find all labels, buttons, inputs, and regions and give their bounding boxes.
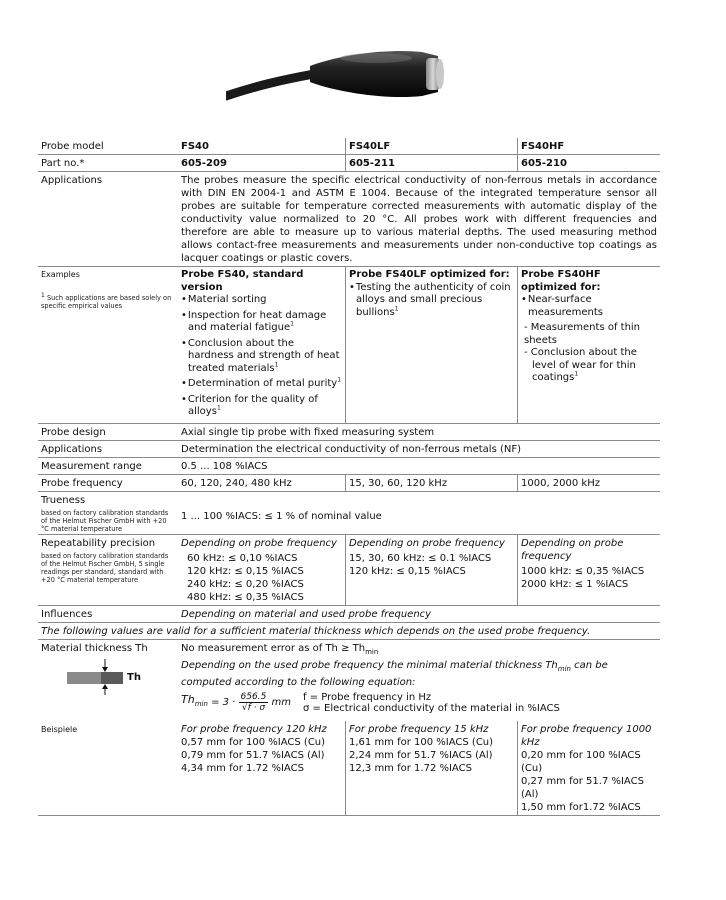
applications-label: Applications [41, 443, 103, 455]
thickness-diagram [67, 659, 147, 695]
frequency-label: Probe frequency [41, 477, 123, 489]
part-no-fs40lf: 605-211 [346, 155, 518, 171]
influences-label: Influences [41, 608, 93, 620]
list-item: - Measurements of thin sheets [524, 322, 641, 346]
repeatability-fs40hf: Depending on probe frequency 1000 kHz: ≤ 0,35 %IACS 2000 kHz: ≤ 1 %IACS [521, 537, 645, 590]
repeatability-note: based on factory calibration standards of the Helmut Fischer GmbH, 5 single readings per standard, standard with +20 °C material temperature [41, 551, 169, 584]
part-no-label: Part no.* [41, 158, 85, 169]
validity-note: The following values are valid for a sufficient material thickness which depends on the used probe frequency. [41, 625, 591, 637]
beispiele-fs40hf: For probe frequency 1000 kHz 0,20 mm for 100 %IACS (Cu) 0,27 mm for 51.7 %IACS (Al) 1,50 mm for1.72 %IACS [521, 723, 652, 813]
probe-model-row [38, 138, 660, 155]
examples-footnote-sup: 1 [41, 291, 45, 299]
list-item: • Near-surface measurements [521, 294, 657, 319]
beispiele-fs40: For probe frequency 120 kHz 0,57 mm for 100 %IACS (Cu) 0,79 mm for 51.7 %IACS (Al) 4,34 mm for 1.72 %IACS [178, 721, 346, 815]
trueness-label-cell [38, 492, 178, 534]
thickness-diagram-label: Th [127, 671, 141, 683]
trueness-row [38, 492, 660, 535]
trueness-label: Trueness [41, 494, 86, 506]
examples-fs40 [178, 267, 346, 423]
thickness-line1: No measurement error as of $Th \ge Th_{min}$ [181, 642, 379, 656]
thickness-label-cell [38, 640, 178, 715]
repeatability-row [38, 535, 660, 606]
beispiele-label: Beispiele [41, 724, 78, 734]
list-item: • Conclusion about the hardness and strength of heat treated materials$^1$ [181, 338, 342, 376]
repeatability-fs40: Depending on probe frequency 60 kHz: ≤ 0,10 %IACS 120 kHz: ≤ 0,15 %IACS 240 kHz: ≤ 0,20 %IACS 480 kHz: ≤ 0,35 %IACS [178, 535, 346, 605]
applications-intro-text: The probes measure the specific electrical conductivity of non-ferrous metals in accordance with DIN EN 2004-1 and ASTM E 1004. Because of the integrated temperature sensor all probes are suitable for temperature corrected measurements with automatic display of the conductivity value normalized to 20 °C. All probes work with different frequencies and therefore are able to measure up to various material depths. The used measuring method allows contact-free measurements and measurements under non-conductive top coatings as lacquer coatings or plastic covers. [181, 175, 657, 264]
range-label: Measurement range [41, 460, 142, 472]
examples-fs40lf [346, 267, 518, 423]
trueness-note: based on factory calibration standards of the Helmut Fischer GmbH with +20 °C material temperature [41, 508, 169, 533]
influences-row [38, 606, 660, 623]
thickness-line2: Depending on the used probe frequency the minimal material thickness $Th_{min}$ can be computed according to the following equation: [181, 659, 608, 688]
probe-design-value: Axial single tip probe with fixed measuring system [181, 426, 435, 438]
thickness-text [178, 640, 660, 715]
frequency-fs40: 60, 120, 240, 480 kHz [178, 475, 346, 491]
frequency-fs40lf: 15, 30, 60, 120 kHz [346, 475, 518, 491]
applications-value: Determination the electrical conductivity of non-ferrous metals (NF) [181, 443, 522, 455]
list-item: • Criterion for the quality of alloys$^1$ [181, 394, 342, 419]
repeatability-label: Repeatability precision [41, 537, 156, 549]
probe-image [226, 34, 466, 114]
validity-row [38, 623, 660, 640]
probe-design-label: Probe design [41, 426, 106, 438]
examples-footnote [41, 291, 175, 310]
probe-model-label: Probe model [41, 141, 104, 152]
list-item: • Material sorting [181, 294, 342, 307]
range-row [38, 458, 660, 475]
part-no-fs40hf: 605-210 [521, 158, 567, 169]
list-item: • Inspection for heat damage and material fatigue$^1$ [181, 310, 342, 335]
beispiele-fs40lf: For probe frequency 15 kHz 1,61 mm for 100 %IACS (Cu) 2,24 mm for 51.7 %IACS (Al) 12,3 mm for 1.72 %IACS [346, 721, 518, 815]
thickness-label: Material thickness Th [41, 642, 148, 654]
model-fs40hf: FS40HF [521, 141, 565, 152]
examples-fs40hf-title: Probe FS40HF optimized for: [521, 269, 601, 293]
examples-label-cell [38, 267, 178, 423]
examples-label: Examples [41, 270, 80, 279]
spec-sheet [38, 138, 660, 816]
thickness-row [38, 640, 660, 715]
frequency-fs40hf: 1000, 2000 kHz [521, 477, 600, 489]
model-fs40lf: FS40LF [346, 138, 518, 154]
repeatability-fs40lf: Depending on probe frequency 15, 30, 60 kHz: ≤ 0.1 %IACS 120 kHz: ≤ 0,15 %IACS [346, 535, 518, 605]
range-value: 0.5 ... 108 %IACS [181, 460, 268, 472]
beispiele-row [38, 721, 660, 816]
probe-design-row [38, 424, 660, 441]
trueness-value: 1 ... 100 %IACS: ≤ 1 % of nominal value [181, 510, 382, 522]
list-item: - Conclusion about the level of wear for thin coatings$^1$ [524, 347, 637, 383]
model-fs40: FS40 [178, 138, 346, 154]
examples-row [38, 267, 660, 424]
applications-intro-row [38, 172, 660, 267]
part-no-row [38, 155, 660, 172]
examples-footnote-text: Such applications are based solely on specific empirical values [41, 293, 172, 310]
part-no-fs40: 605-209 [178, 155, 346, 171]
applications-intro-label: Applications [41, 175, 103, 186]
sigma-definition: σ = Electrical conductivity of the material in %IACS [302, 702, 560, 714]
f-definition: f = Probe frequency in Hz [302, 691, 432, 703]
applications-row [38, 441, 660, 458]
thickness-equation: $Th_{min}$ = 3 · $\frac{656.5}{√f \cdot \sigma}$ mm f = Probe frequency in Hz σ = Electrical conductivity of the material in %IACS [181, 691, 560, 714]
influences-value: Depending on material and used probe frequency [181, 608, 432, 620]
frequency-row [38, 475, 660, 492]
list-item: • Testing the authenticity of coin alloys and small precious bullions$^1$ [349, 282, 514, 320]
examples-fs40hf [518, 267, 660, 423]
examples-fs40lf-title: Probe FS40LF optimized for: [349, 269, 510, 280]
repeatability-label-cell [38, 535, 178, 605]
list-item: • Determination of metal purity$^1$ [181, 378, 342, 391]
examples-fs40-title: Probe FS40, standard version [181, 269, 304, 293]
